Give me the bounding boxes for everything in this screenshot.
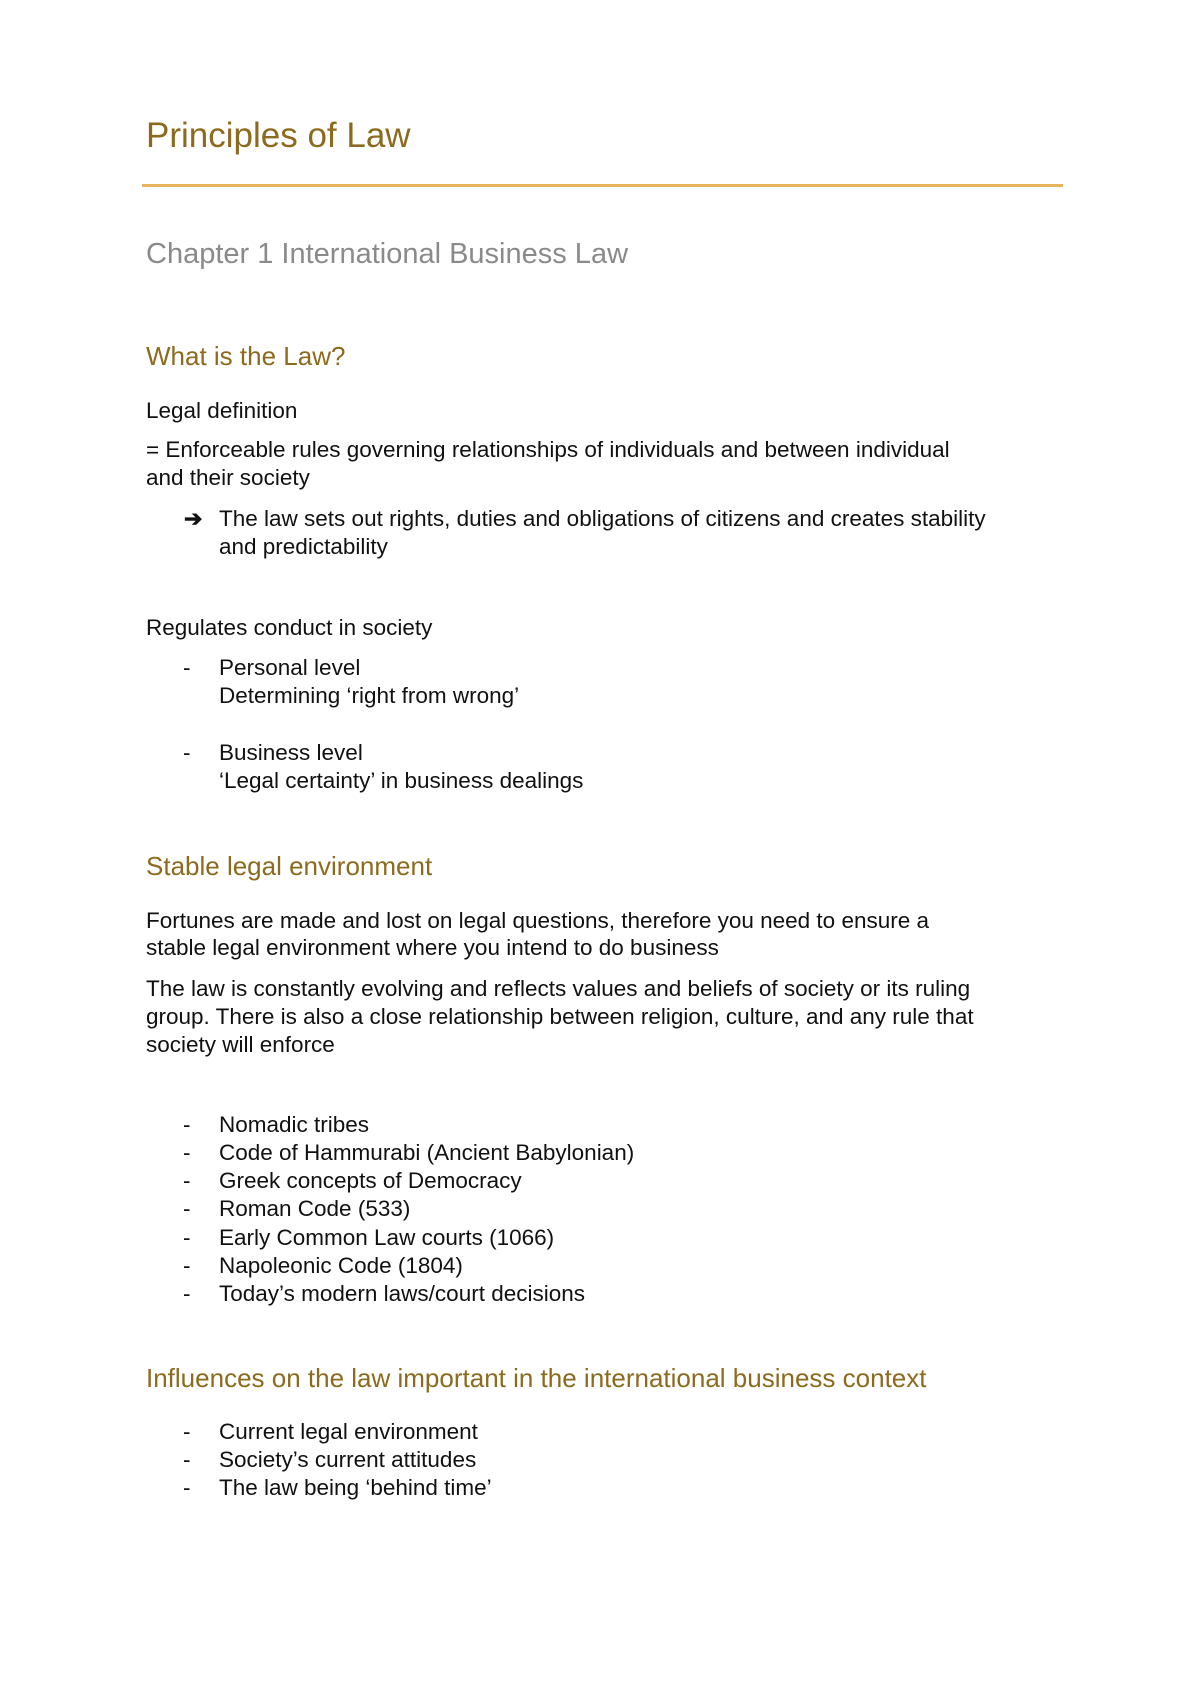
paragraph-1-line-1: Fortunes are made and lost on legal questions, therefore you need to ensure a [146,908,930,933]
list-bullet: - [183,1447,191,1472]
definition-line-2: and their society [146,465,310,490]
list-bullet: - [183,1112,191,1137]
list-item: The law being ‘behind time’ [219,1475,492,1500]
list-item: Roman Code (533) [219,1196,411,1221]
list-bullet: - [183,1168,191,1193]
definition-line-1: = Enforceable rules governing relationships of individuals and between individual [146,437,950,462]
section-heading-influences: Influences on the law important in the international business context [146,1363,927,1393]
paragraph-2-line-3: society will enforce [146,1032,335,1057]
personal-level: Personal level [219,655,361,680]
section-heading-stable-environment: Stable legal environment [146,851,433,881]
list-item: Today’s modern laws/court decisions [219,1281,586,1306]
list-item: Napoleonic Code (1804) [219,1253,463,1278]
list-item: Nomadic tribes [219,1112,370,1137]
section-heading-what-is-law: What is the Law? [146,341,346,371]
list-bullet: - [183,1475,191,1500]
arrow-text-line-1: The law sets out rights, duties and obligations of citizens and creates stability [219,506,986,531]
document-title: Principles of Law [146,116,411,155]
list-bullet: - [183,1140,191,1165]
list-item: Current legal environment [219,1419,478,1444]
personal-level-desc: Determining ‘right from wrong’ [219,683,520,708]
list-bullet: - [183,1225,191,1250]
list-bullet: - [183,655,191,680]
arrow-icon: ➔ [184,506,203,531]
title-underline [142,184,1063,187]
business-level-desc: ‘Legal certainty’ in business dealings [219,768,584,793]
list-item: Society’s current attitudes [219,1447,477,1472]
list-bullet: - [183,740,191,765]
list-bullet: - [183,1281,191,1306]
list-item: Early Common Law courts (1066) [219,1225,555,1250]
regulates-conduct-label: Regulates conduct in society [146,615,433,640]
list-item: Greek concepts of Democracy [219,1168,522,1193]
list-bullet: - [183,1196,191,1221]
legal-definition-label: Legal definition [146,398,298,423]
paragraph-2-line-1: The law is constantly evolving and reflects values and beliefs of society or its ruling [146,976,971,1001]
paragraph-2-line-2: group. There is also a close relationship between religion, culture, and any rule that [146,1004,974,1029]
list-item: Code of Hammurabi (Ancient Babylonian) [219,1140,635,1165]
list-bullet: - [183,1253,191,1278]
list-bullet: - [183,1419,191,1444]
chapter-heading: Chapter 1 International Business Law [146,238,629,270]
arrow-text-line-2: and predictability [219,534,388,559]
paragraph-1-line-2: stable legal environment where you intend to do business [146,935,719,960]
business-level: Business level [219,740,363,765]
